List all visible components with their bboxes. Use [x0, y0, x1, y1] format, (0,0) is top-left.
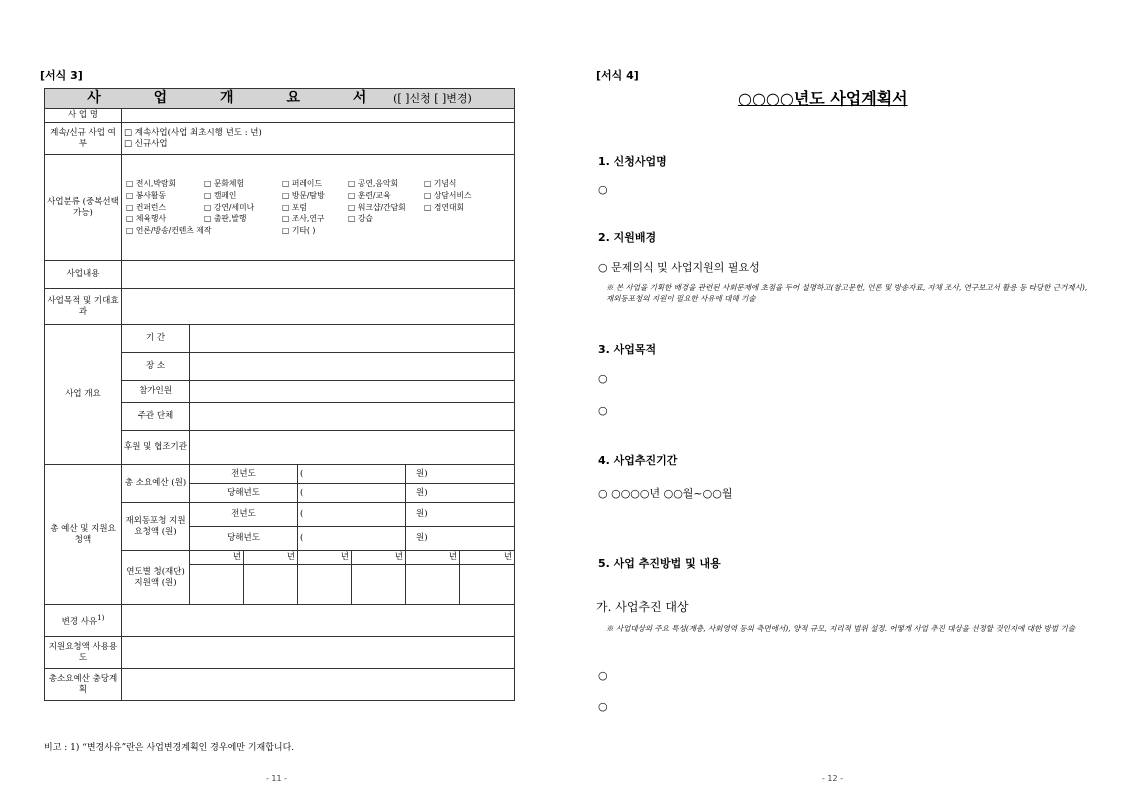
form-title-row — [45, 89, 515, 109]
page-number-12: - 12 - — [822, 774, 844, 783]
field-prev-year-total[interactable]: ( — [298, 465, 406, 484]
left-page — [0, 0, 560, 793]
category-item[interactable]: □ 캠페인 — [204, 190, 237, 200]
category-item-media[interactable]: □ 언론/방송/컨텐츠 제작 — [126, 226, 212, 236]
bullet-target-1[interactable]: ○ — [598, 669, 608, 682]
bullet-background: ○ 문제의식 및 사업지원의 필요성 — [598, 261, 760, 274]
field-content[interactable] — [122, 261, 515, 289]
field-this-year-total[interactable]: ( — [298, 484, 406, 503]
field-allocation[interactable] — [122, 669, 515, 701]
section-title-3: 3. 사업목적 — [598, 343, 657, 356]
category-item[interactable]: □ 포럼 — [282, 202, 307, 212]
label-category: 사업분류 (중복선택 가능) — [45, 155, 122, 261]
label-organizer: 주관 단체 — [122, 403, 190, 431]
footnote: 비고 : 1) “변경사유”란은 사업변경계획인 경우에만 기재합니다. — [44, 743, 295, 753]
business-plan-title: ○○○○년도 사업계획서 — [738, 89, 908, 108]
amount-cell[interactable] — [460, 565, 515, 605]
label-overview: 사업 개요 — [45, 325, 122, 465]
label-purpose: 사업목적 및 기대효과 — [45, 289, 122, 325]
category-item[interactable]: □ 경연대회 — [424, 202, 464, 212]
label-participants: 참가인원 — [122, 381, 190, 403]
label-continuation: 계속/신규 사업 여부 — [45, 123, 122, 155]
category-item[interactable]: □ 강연/세미나 — [204, 202, 255, 212]
section-title-2: 2. 지원배경 — [598, 231, 657, 244]
label-prev-year-support: 전년도 — [190, 503, 298, 527]
category-item-etc[interactable]: □ 기타( ) — [282, 226, 316, 236]
category-options — [122, 155, 515, 261]
label-content: 사업내용 — [45, 261, 122, 289]
label-total-budget: 총 소요예산 (원) — [122, 465, 190, 503]
unit-won: 원) — [406, 484, 515, 503]
field-place[interactable] — [190, 353, 515, 381]
continuation-options — [122, 123, 515, 155]
year-cell[interactable]: 년 — [352, 551, 406, 565]
section-title-1: 1. 신청사업명 — [598, 155, 667, 168]
field-period[interactable] — [190, 325, 515, 353]
form-title: 사 업 개 요 서 — [87, 89, 391, 106]
bullet-period: ○ ○○○○년 ○○월~○○월 — [598, 487, 733, 500]
field-sponsor[interactable] — [190, 431, 515, 465]
note-background: ※ 본 사업을 기획한 배경을 관련된 사회문제에 초점을 두어 설명하고(참고문헌, 언론 및 방송자료, 자체 조사, 연구보고서 활용 등 타당한 근거제시), 재외동포청의 지원이 필요한 사유에 대해 기술 — [606, 283, 1088, 303]
label-budget: 총 예산 및 지원요청액 — [45, 465, 122, 605]
label-allocation: 총소요예산 충당계획 — [45, 669, 122, 701]
amount-cell[interactable] — [244, 565, 298, 605]
option-new[interactable]: □ 신규사업 — [124, 138, 168, 149]
label-sponsor: 후원 및 협조기관 — [122, 431, 190, 465]
label-yearly-request: 연도별 청(재단) 지원액 (원) — [122, 551, 190, 605]
category-item[interactable]: □ 방문/탐방 — [282, 190, 325, 200]
field-purpose[interactable] — [122, 289, 515, 325]
bullet-purpose-1[interactable]: ○ — [598, 372, 608, 385]
category-item[interactable]: □ 훈련/교육 — [348, 190, 391, 200]
category-item[interactable]: □ 컨퍼런스 — [126, 202, 166, 212]
year-cell[interactable]: 년 — [460, 551, 515, 565]
project-overview-form — [44, 88, 515, 701]
category-item[interactable]: □ 공연,음악회 — [348, 179, 398, 189]
form-label-4: [서식 4] — [596, 69, 639, 82]
year-cell[interactable]: 년 — [190, 551, 244, 565]
bullet-purpose-2[interactable]: ○ — [598, 404, 608, 417]
field-prev-year-support[interactable]: ( — [298, 503, 406, 527]
subsection-target: 가. 사업추진 대상 — [596, 600, 689, 614]
right-page — [560, 0, 1121, 793]
bullet-1[interactable]: ○ — [598, 183, 608, 196]
label-this-year-total: 당해년도 — [190, 484, 298, 503]
unit-won: 원) — [406, 527, 515, 551]
category-item[interactable]: □ 강습 — [348, 214, 373, 224]
field-participants[interactable] — [190, 381, 515, 403]
year-cell[interactable]: 년 — [298, 551, 352, 565]
category-item[interactable]: □ 상담서비스 — [424, 190, 472, 200]
label-support-request: 재외동포청 지원 요청액 (원) — [122, 503, 190, 551]
label-period: 기 간 — [122, 325, 190, 353]
section-title-4: 4. 사업추진기간 — [598, 454, 678, 467]
category-item[interactable]: □ 체육행사 — [126, 214, 166, 224]
unit-won: 원) — [406, 503, 515, 527]
field-organizer[interactable] — [190, 403, 515, 431]
section-title-5: 5. 사업 추진방법 및 내용 — [598, 557, 721, 570]
form-title-type: ([ ]신청 [ ]변경) — [393, 91, 472, 105]
category-item[interactable]: □ 워크샵/간담회 — [348, 202, 406, 212]
page-number-11: - 11 - — [266, 774, 288, 783]
label-this-year-support: 당해년도 — [190, 527, 298, 551]
category-item[interactable]: □ 문화체험 — [204, 179, 244, 189]
field-change-reason[interactable] — [122, 605, 515, 637]
option-continuing[interactable]: □ 계속사업(사업 최초시행 년도 : 년) — [124, 127, 262, 138]
category-item[interactable]: □ 기념식 — [424, 179, 457, 189]
label-usage: 지원요청액 사용용도 — [45, 637, 122, 669]
label-change-reason: 변경 사유$^{1)}$ — [45, 605, 122, 637]
year-cell[interactable]: 년 — [406, 551, 460, 565]
amount-cell[interactable] — [406, 565, 460, 605]
form-label-3: [서식 3] — [40, 69, 83, 82]
label-project-name: 사 업 명 — [45, 109, 122, 123]
category-item[interactable]: □ 조사,연구 — [282, 214, 325, 224]
field-this-year-support[interactable]: ( — [298, 527, 406, 551]
category-item[interactable]: □ 봉사활동 — [126, 190, 166, 200]
category-item[interactable]: □ 퍼레이드 — [282, 179, 322, 189]
label-prev-year-total: 전년도 — [190, 465, 298, 484]
unit-won: 원) — [406, 465, 515, 484]
amount-cell[interactable] — [190, 565, 244, 605]
bullet-target-2[interactable]: ○ — [598, 700, 608, 713]
category-item[interactable]: □ 전시,박람회 — [126, 179, 176, 189]
field-project-name[interactable] — [122, 109, 515, 123]
note-target: ※ 사업대상의 주요 특성(계층, 사회영역 등의 측면에서), 양적 규모, 지리적 범위 설정. 어떻게 사업 추진 대상을 선정할 것인지에 대한 방법 기술 — [606, 624, 1076, 633]
field-usage[interactable] — [122, 637, 515, 669]
label-place: 장 소 — [122, 353, 190, 381]
category-item[interactable]: □ 출판,발행 — [204, 214, 247, 224]
year-cell[interactable]: 년 — [244, 551, 298, 565]
amount-cell[interactable] — [298, 565, 352, 605]
amount-cell[interactable] — [352, 565, 406, 605]
